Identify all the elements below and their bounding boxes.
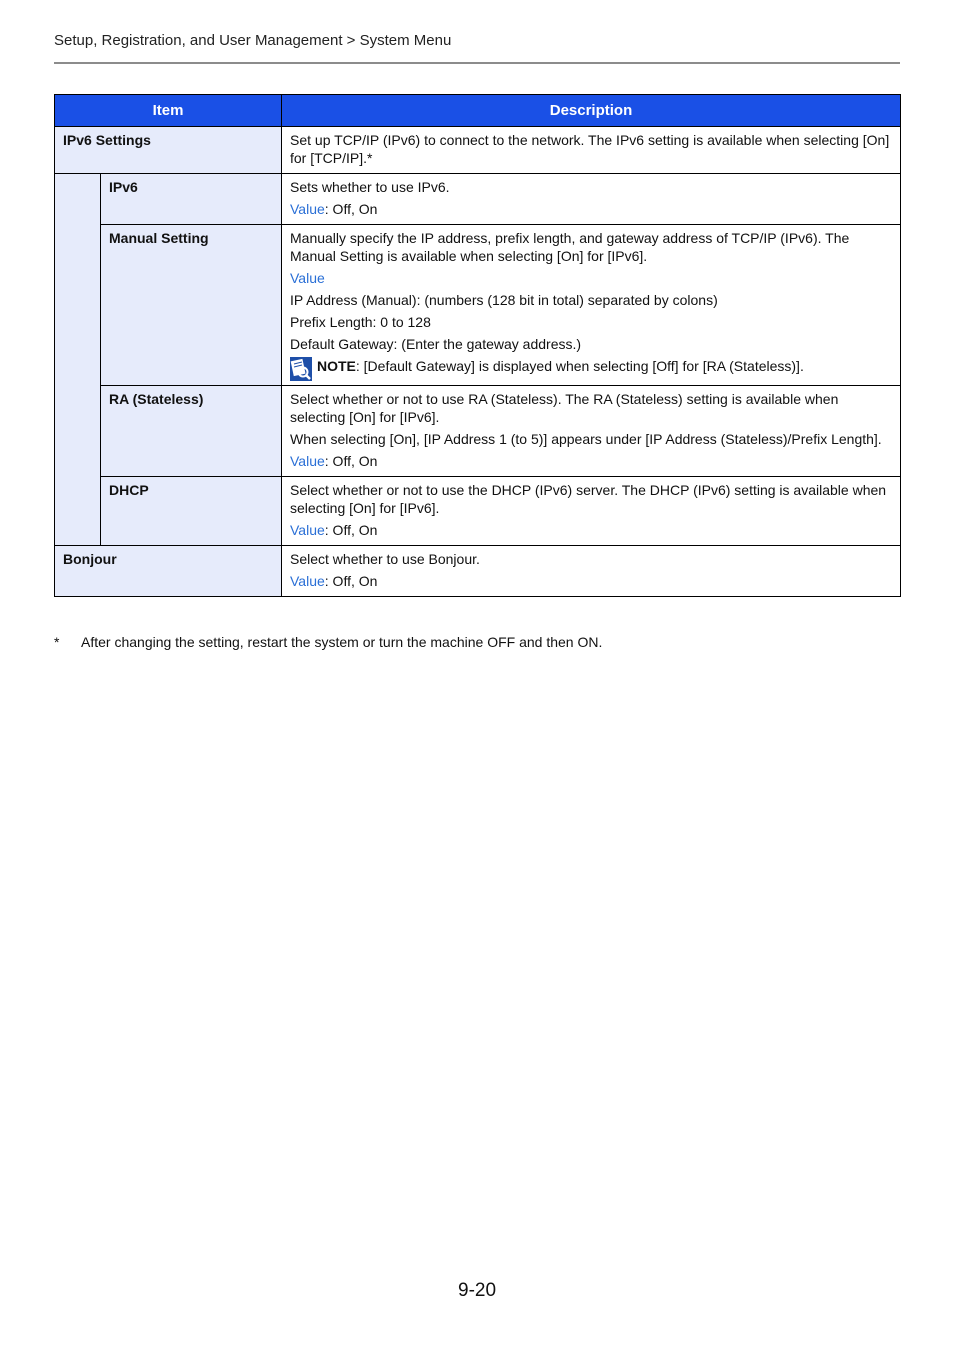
page-header-breadcrumb: Setup, Registration, and User Management > System Menu	[54, 32, 452, 49]
value-prefix-length: Prefix Length: 0 to 128	[290, 314, 431, 330]
desc-text: Select whether or not to use the DHCP (IPv6) server. The DHCP (IPv6) setting is available when selecting [On] for [IPv6].	[290, 482, 887, 516]
value-text: : Off, On	[324, 201, 378, 217]
desc-ipv6-settings	[282, 127, 901, 174]
desc-text-2: When selecting [On], [IP Address 1 (to 5)] appears under [IP Address (Stateless)/Prefix Length].	[290, 431, 882, 447]
table-row-manual-setting	[55, 225, 901, 386]
column-header-description: Description	[282, 95, 901, 127]
page-number: 9-20	[458, 1280, 497, 1301]
table-row-ipv6	[55, 174, 901, 225]
note-content	[317, 357, 804, 375]
item-manual-setting: Manual Setting	[101, 225, 282, 386]
desc-text: Sets whether to use IPv6.	[290, 179, 450, 195]
value-line	[290, 452, 892, 470]
desc-text: Set up TCP/IP (IPv6) to connect to the network. The IPv6 setting is available when selecting [On] for [TCP/IP].*	[290, 132, 890, 166]
desc-text: Select whether to use Bonjour.	[290, 551, 480, 567]
value-text: : Off, On	[324, 522, 378, 538]
desc-text: Select whether or not to use RA (Stateless). The RA (Stateless) setting is available when selecting [On] for [IPv6].	[290, 391, 839, 425]
value-line	[290, 572, 892, 590]
value-text: : Off, On	[324, 453, 378, 469]
note-icon	[290, 357, 312, 379]
value-default-gateway: Default Gateway: (Enter the gateway address.)	[290, 336, 582, 352]
desc-dhcp	[282, 477, 901, 546]
item-dhcp: DHCP	[101, 477, 282, 546]
table-row-ra-stateless	[55, 386, 901, 477]
table-row-bonjour	[55, 546, 901, 597]
value-label: Value	[290, 522, 325, 538]
footnote	[54, 634, 602, 650]
item-ra-stateless: RA (Stateless)	[101, 386, 282, 477]
value-text: : Off, On	[324, 573, 378, 589]
item-ipv6-settings: IPv6 Settings	[55, 127, 282, 174]
value-ip-address: IP Address (Manual): (numbers (128 bit in total) separated by colons)	[290, 292, 718, 308]
column-header-item: Item	[55, 95, 282, 127]
note-text: : [Default Gateway] is displayed when selecting [Off] for [RA (Stateless)].	[355, 358, 804, 374]
header-divider	[54, 62, 900, 64]
value-label: Value	[290, 201, 325, 217]
value-label: Value	[290, 270, 325, 286]
table-header-row	[55, 95, 901, 127]
desc-bonjour	[282, 546, 901, 597]
desc-ra-stateless	[282, 386, 901, 477]
table-row-dhcp	[55, 477, 901, 546]
desc-text: Manually specify the IP address, prefix length, and gateway address of TCP/IP (IPv6). The Manual Setting is available when selecting [On] for [IPv6].	[290, 230, 850, 264]
table-row-ipv6-settings	[55, 127, 901, 174]
footnote-marker: *	[54, 634, 60, 650]
note-label: NOTE	[317, 358, 356, 374]
desc-manual-setting	[282, 225, 901, 386]
settings-table	[54, 94, 901, 597]
value-line	[290, 200, 892, 218]
subitem-indent	[55, 174, 101, 546]
footnote-text: After changing the setting, restart the system or turn the machine OFF and then ON.	[81, 634, 603, 650]
value-label: Value	[290, 453, 325, 469]
value-label: Value	[290, 573, 325, 589]
item-ipv6: IPv6	[101, 174, 282, 225]
note	[290, 357, 892, 379]
item-bonjour: Bonjour	[55, 546, 282, 597]
value-line	[290, 521, 892, 539]
desc-ipv6	[282, 174, 901, 225]
